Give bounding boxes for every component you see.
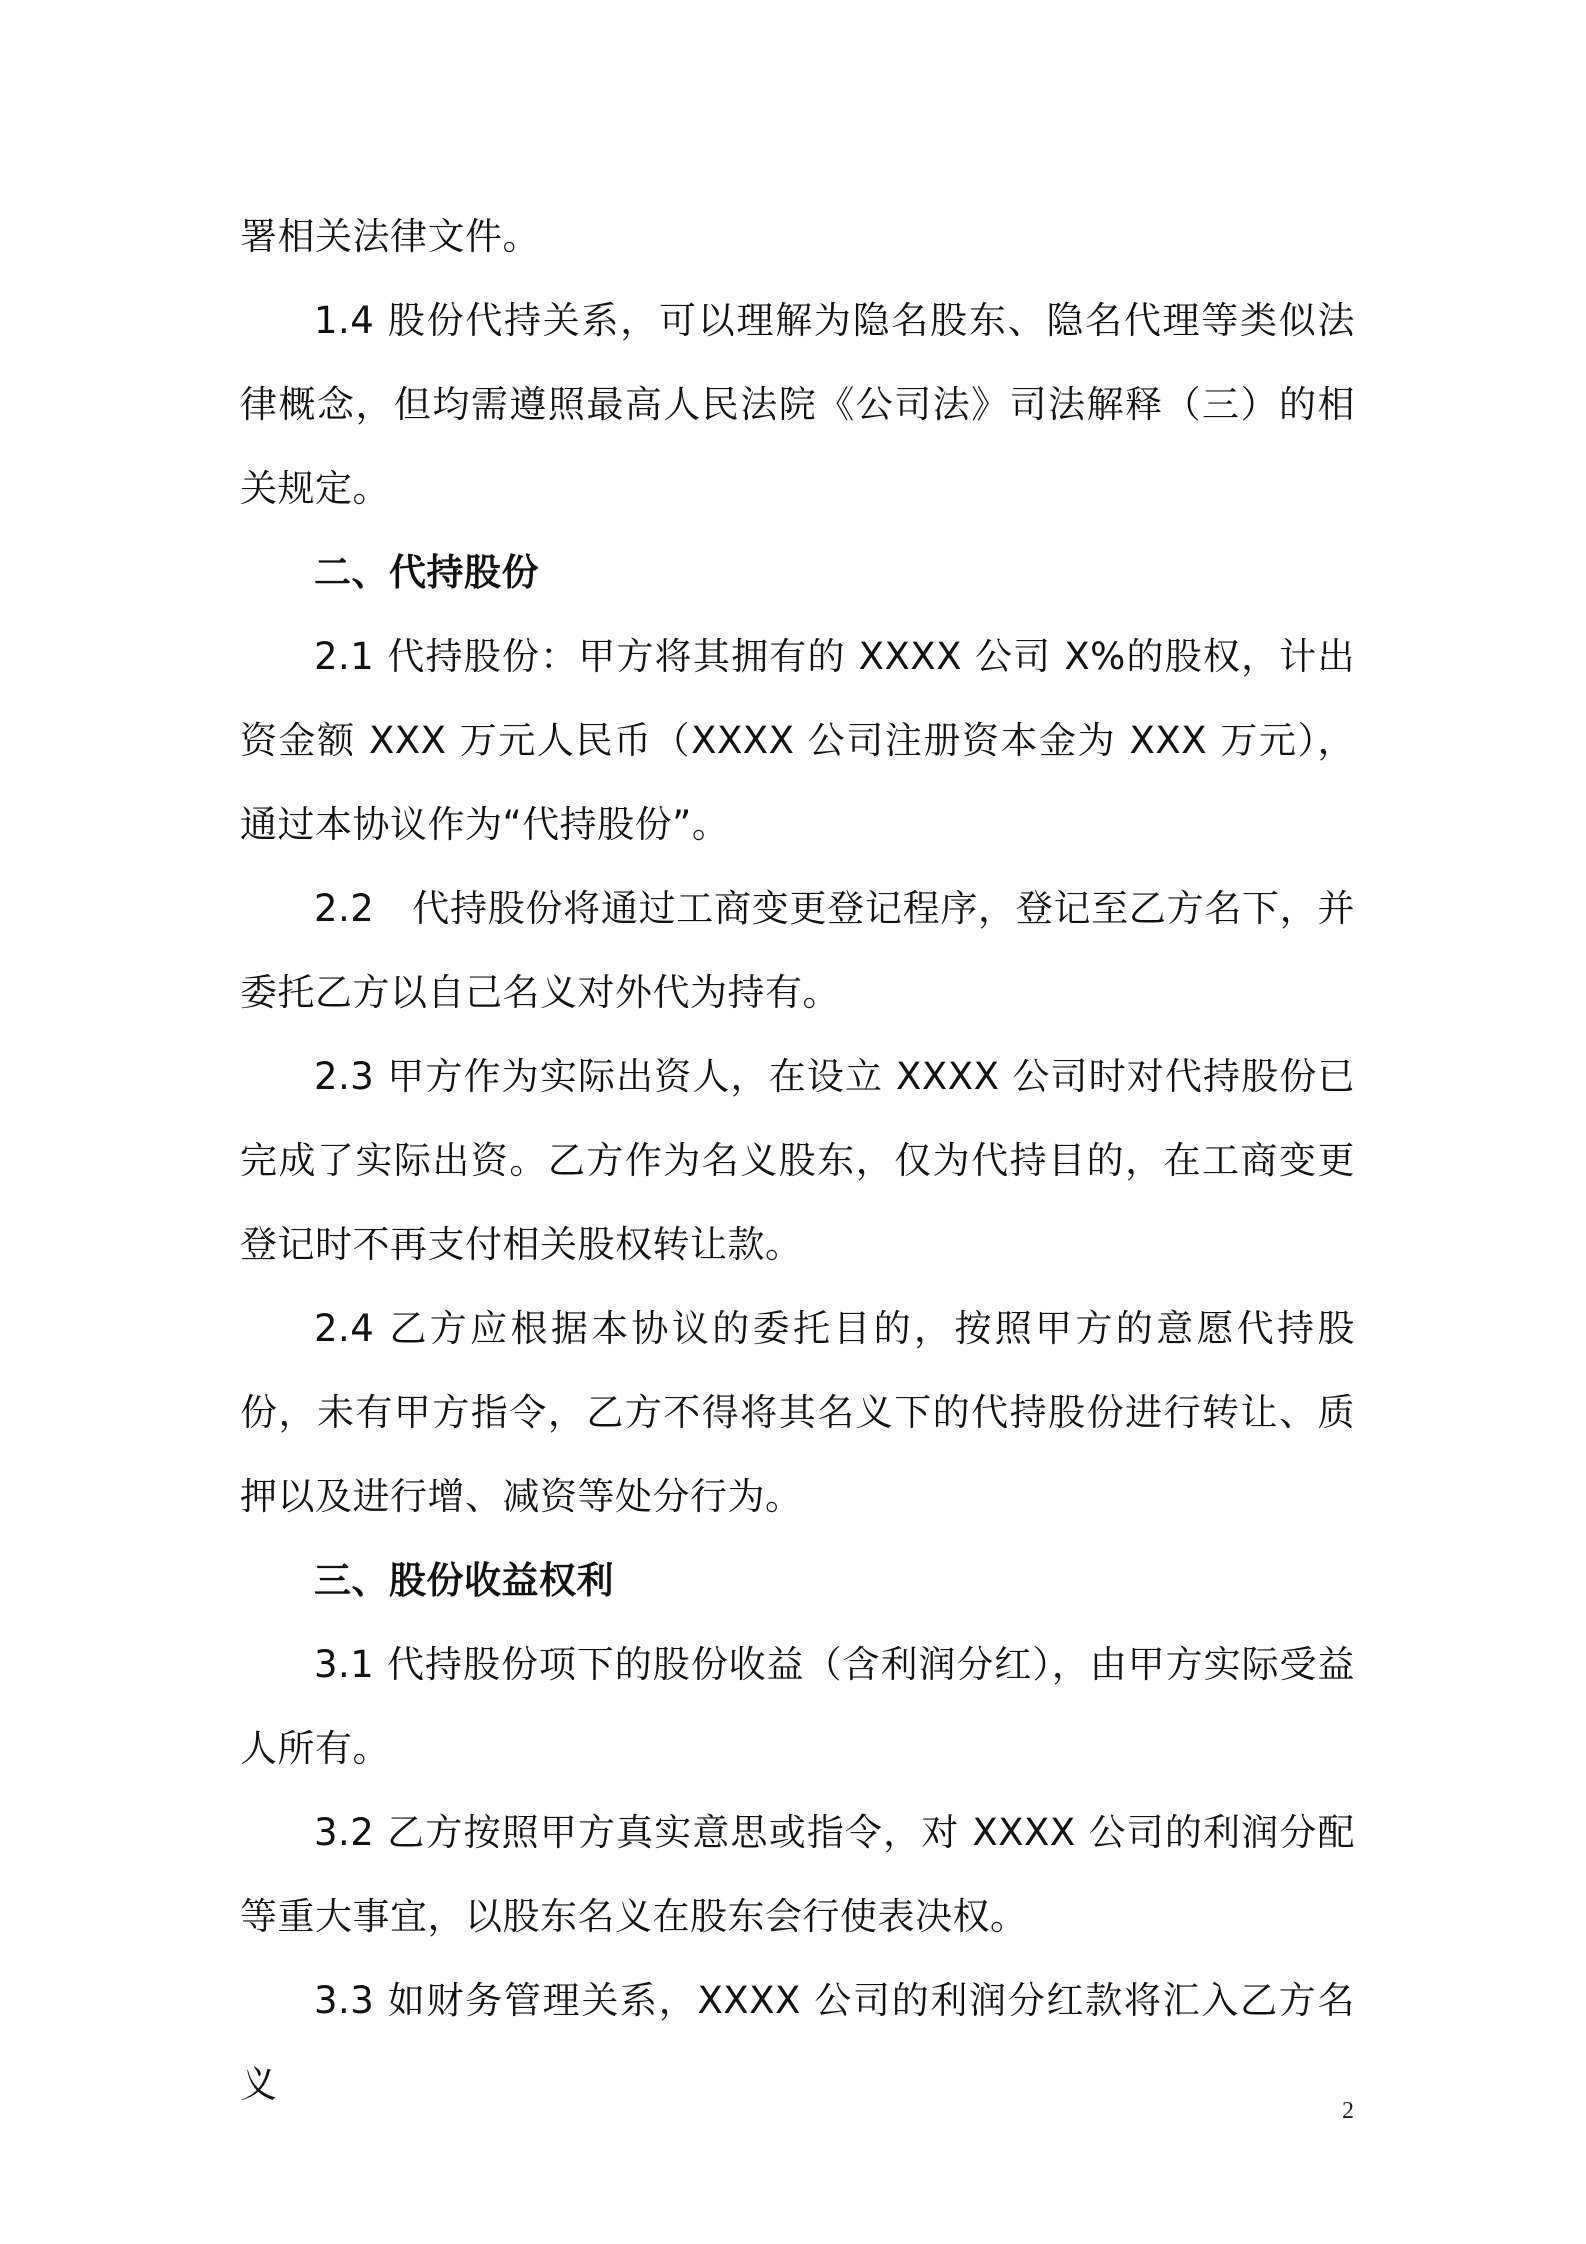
page-number: 2: [1342, 2098, 1354, 2124]
clause-2-2: 2.2 代持股份将通过工商变更登记程序，登记至乙方名下，并委托乙方以自己名义对外代为持有。: [240, 887, 1355, 1014]
section-heading-2: 二、代持股份: [314, 551, 539, 594]
section-heading-3: 三、股份收益权利: [314, 1559, 614, 1602]
clause-2-4: 2.4 乙方应根据本协议的委托目的，按照甲方的意愿代持股份，未有甲方指令，乙方不得将其名义下的代持股份进行转让、质押以及进行增、减资等处分行为。: [240, 1307, 1355, 1518]
clause-1-4: 1.4 股份代持关系，可以理解为隐名股东、隐名代理等类似法律概念，但均需遵照最高人民法院《公司法》司法解释（三）的相关规定。: [240, 299, 1355, 510]
document-body: [240, 195, 1355, 2127]
clause-2-1: 2.1 代持股份：甲方将其拥有的 XXXX 公司 X%的股权，计出资金额 XXX 万元人民币（XXXX 公司注册资本金为 XXX 万元），通过本协议作为“代持股份”。: [240, 635, 1355, 846]
clause-2-3: 2.3 甲方作为实际出资人，在设立 XXXX 公司时对代持股份已完成了实际出资。乙方作为名义股东，仅为代持目的，在工商变更登记时不再支付相关股权转让款。: [240, 1055, 1355, 1266]
paragraph-continuation: 署相关法律文件。: [240, 215, 540, 258]
clause-3-1: 3.1 代持股份项下的股份收益（含利润分红），由甲方实际受益人所有。: [240, 1643, 1355, 1770]
clause-3-2: 3.2 乙方按照甲方真实意思或指令，对 XXXX 公司的利润分配等重大事宜，以股东名义在股东会行使表决权。: [240, 1811, 1355, 1938]
clause-3-3: 3.3 如财务管理关系，XXXX 公司的利润分红款将汇入乙方名义: [240, 1979, 1355, 2106]
